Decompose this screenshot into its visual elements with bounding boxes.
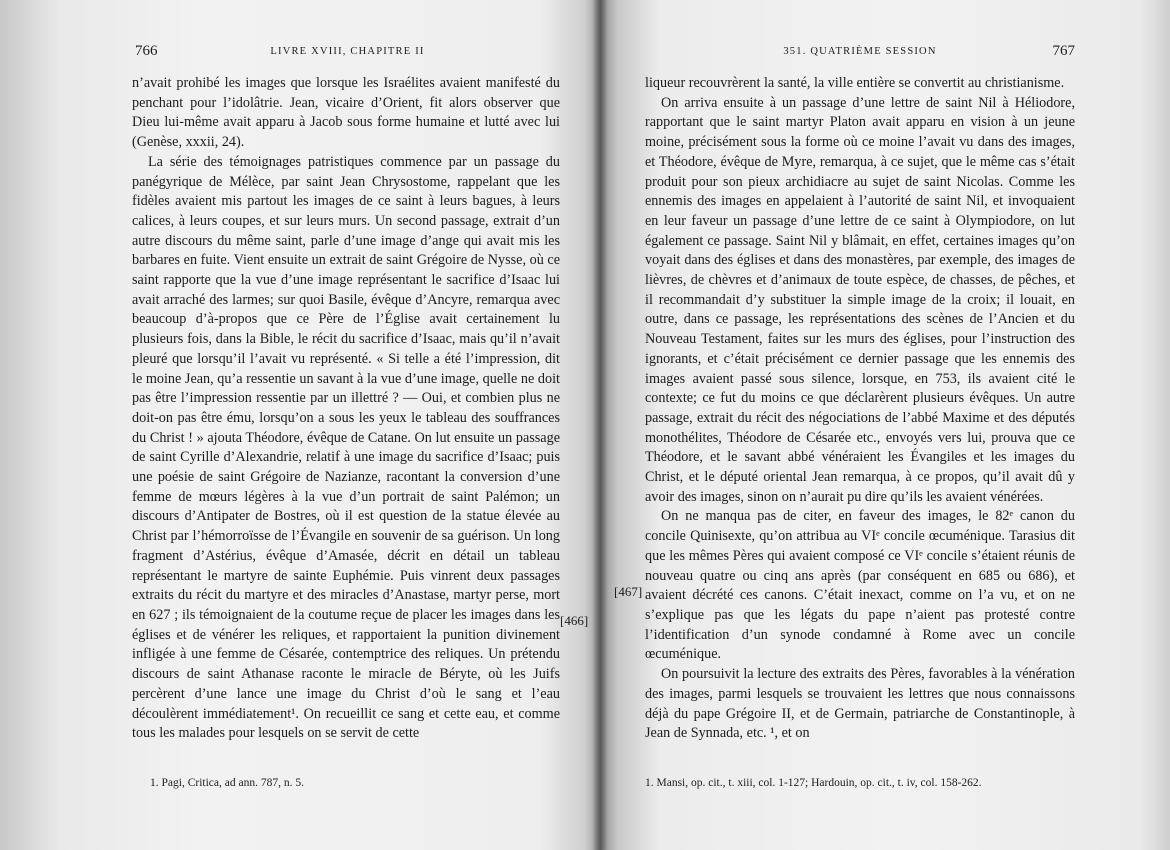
right-body-text — [645, 74, 1075, 744]
right-running-title: 351. QUATRIÈME SESSION — [783, 46, 937, 57]
left-running-title: LIVRE XVIII, CHAPITRE II — [270, 46, 425, 57]
right-paragraph-3: On ne manqua pas de citer, en faveur des images, le 82ᵉ canon du concile Quinisexte, qu’on attribua au VIᵉ concile œcuménique. Tarasius dit que les mêmes Pères qui avaient composé ce VIᵉ concile s’étaient réunis de nouveau quatre ou cinq ans après (par conséquent en 685 ou 686), et avaient décrété ces canons. C’était inexact, comme on l’a vu, et on ne s’explique pas que les légats du pape n’aient pas protesté contre l’identification d’un synode condamné à Rome avec un concile œcuménique. — [645, 508, 1075, 663]
right-paragraph-2: On arriva ensuite à un passage d’une lettre de saint Nil à Héliodore, rapportant que le saint martyr Platon avait apparu en vision à un jeune moine, précisément sous la forme où ce moine l’avait vu dans des images, et Théodore, évêque de Myre, remarqua, à ce sujet, que le même cas s’était produit pour son pieux archidiacre au sujet de saint Nicolas. Comme les ennemis des images en appelaient à l’autorité de saint Nil, et invoquaient en leur faveur un passage d’une lettre de ce saint à Olympiodore, on lut également ce passage. Saint Nil y blâmait, en effet, certaines images qu’on voyait dans des églises et dans des monastères, par exemple, des images de lièvres, de chèvres et d’animaux de toute espèce, de chasses, de pêches, et il recommandait d’y substituer la simple image de la croix; il louait, en outre, dans ce passage, les représentations des scènes de l’Ancien et du Nouveau Testament, faites sur les murs des églises, pour l’instruction des ignorants, et c’était précisément ce dernier passage que les ennemis des images avaient passé sous silence, lorsque, en 753, ils avaient cité le contexte; ce fut du moins ce que déclarèrent plusieurs évêques. Un autre passage, extrait du récit des négociations de l’abbé Maxime et des députés monothélites, Théodore de Césarée etc., envoyés vers lui, prouva que ce Théodore, et le savant abbé vénéraient les Évangiles et les images du Christ, et le député oriental Jean remarqua, à ce propos, qu’il avait dû y avoir des images, sinon on n’aurait pu dire qu’ils les avaient vénérées. — [645, 94, 1075, 505]
right-running-head — [645, 43, 1075, 68]
left-paragraph-1: n’avait prohibé les images que lorsque les Israélites avaient manifesté du penchant pour l’idolâtrie. Jean, vicaire d’Orient, fit alors observer que Dieu lui-même avait apparu à Jacob sous forme humaine et lutté avec lui (Genèse, xxxii, 24). — [132, 75, 560, 151]
right-paragraph-1: liqueur recouvrèrent la santé, la ville entière se convertit au christianisme. — [645, 75, 1065, 91]
left-margin-page-ref: [466] — [560, 613, 589, 628]
right-page — [600, 0, 1170, 850]
right-paragraph-4: On poursuivit la lecture des extraits des Pères, favorables à la vénération des images, parmi lesquels se trouvaient les lettres que nous connaissons déjà du pape Grégoire II, et de Germain, patriarche de Constantinople, à Jean de Synnada, etc. ¹, et on — [645, 666, 1075, 742]
left-paragraph-2: La série des témoignages patristiques commence par un passage du panégyrique de Mélèce, par saint Jean Chrysostome, rappelant que les fidèles avaient mis partout les images de ce saint à leurs bagues, à leurs calices, à leurs coupes, et sur leurs murs. Un second passage, extrait d’un autre discours du même saint, parle d’une image d’ange qui avait mis les barbares en fuite. Vient ensuite un extrait de saint Grégoire de Nysse, où ce saint rapporte que la vue d’une image représentant le sacrifice d’Isaac lui avait arraché des larmes; sur quoi Basile, évêque d’Ancyre, remarqua avec beaucoup d’à-propos que ce Père de l’Église avait certainement lu plusieurs fois, dans la Bible, le récit du sacrifice d’Isaac, mais qu’il n’avait pleuré que lorsqu’il l’avait vu représenté. « Si telle a été l’impression, dit le moine Jean, qu’a ressentie un savant à la vue d’une image, quelle ne doit pas être l’impression ressentie par un illettré ? — Oui, et combien plus ne doit-on pas être ému, lorsqu’on a sous les yeux le tableau des souffrances du Christ ! » ajouta Théodore, évêque de Catane. On lut ensuite un passage de saint Cyrille d’Alexandrie, relatif à une image du sacrifice d’Isaac; puis une poésie de saint Grégoire de Nazianze, racontant la conversion d’une femme de mœurs légères à la vue d’un portrait de saint Palémon; un discours d’Antipater de Bostres, où il est question de la statue élevée au Christ par l’hémorroïsse de l’Évangile en souvenir de sa guérison. Un long fragment d’Astérius, évêque d’Amasée, décrit en détail un tableau représentant le martyre de sainte Euphémie. Puis vinrent deux passages extraits du récit du martyre et des miracles d’Anastase, martyr perse, mort en 627 ; ils témoignaient de la coutume reçue de placer les images dans les églises et de vénérer les reliques, et rapportaient la punition divinement infligée à une femme de Césarée, contemptrice des reliques. Un prétendu discours de saint Athanase raconte le miracle de Béryte, où les Juifs percèrent d’une lance une image du Christ d’où le sang et l’eau découlèrent immédiatement¹. On recueillit ce sang et cette eau, et comme tous les malades pour lesquels on se servit de cette — [132, 153, 560, 742]
right-footnote: 1. Mansi, op. cit., t. xiii, col. 1-127; Hardouin, op. cit., t. iv, col. 158-262. — [645, 777, 982, 789]
left-running-head — [135, 43, 560, 68]
book-gutter — [592, 0, 608, 850]
left-body-text — [132, 74, 560, 744]
right-folio: 767 — [1052, 43, 1075, 59]
left-footnote: 1. Pagi, Critica, ad ann. 787, n. 5. — [150, 777, 304, 789]
right-margin-page-ref: [467] — [614, 584, 643, 599]
left-folio: 766 — [135, 43, 158, 59]
